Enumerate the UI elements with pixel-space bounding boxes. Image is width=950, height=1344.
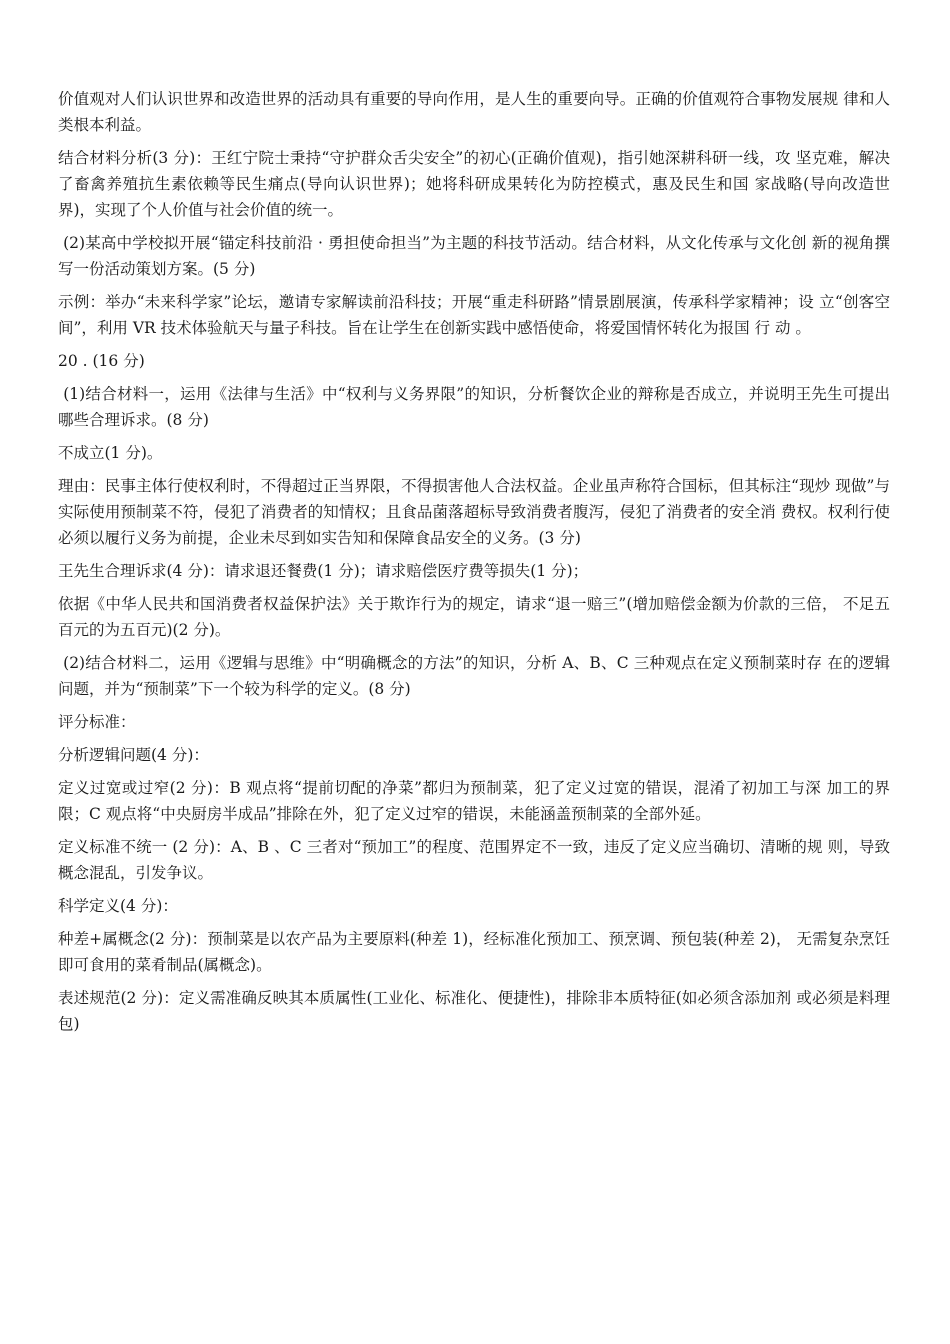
genus-differentia: 种差+属概念(2 分)：预制菜是以农产品为主要原料(种差 1)，经标准化预加工、预烹调、预包装(种差 2)， 无需复杂烹饪即可食用的菜肴制品(属概念)。	[58, 930, 890, 974]
answer-claims: 王先生合理诉求(4 分)：请求退还餐费(1 分)；请求赔偿医疗费等损失(1 分)；	[58, 562, 589, 580]
answer-example: 示例：举办“未来科学家”论坛，邀请专家解读前沿科技；开展“重走科研路”情景剧展演，传承科学家精神；设 立“创客空间”，利用 VR 技术体验航天与量子科技。旨在让学生在创新实践中感悟使命，将爱国情怀转化为报国 行 动 。	[58, 293, 890, 337]
definition-standard: 定义标准不统一 (2 分)：A、B 、C 三者对“预加工”的程度、范围界定不一致，违反了定义应当确切、清晰的规 则，导致概念混乱，引发争议。	[58, 838, 890, 882]
document-page	[58, 86, 890, 1044]
answer-not-valid: 不成立(1 分)。	[58, 444, 163, 462]
paragraph-value-intro: 价值观对人们认识世界和改造世界的活动具有重要的导向作用，是人生的重要向导。正确的价值观符合事物发展规 律和人类根本利益。	[58, 90, 890, 134]
question-19-2: (2)某高中学校拟开展“锚定科技前沿 · 勇担使命担当”为主题的科技节活动。结合材料，从文化传承与文化创 新的视角撰写一份活动策划方案。(5 分)	[58, 234, 890, 278]
scoring-criteria-label: 评分标准：	[58, 713, 136, 731]
logic-problem-heading: 分析逻辑问题(4 分)：	[58, 746, 209, 764]
definition-breadth: 定义过宽或过窄(2 分)：B 观点将“提前切配的净菜”都归为预制菜，犯了定义过宽的错误，混淆了初加工与深 加工的界限；C 观点将“中央厨房半成品”排除在外，犯了定义过窄的错误，未能涵盖预制菜的全部外延。	[58, 779, 890, 823]
answer-reason: 理由：民事主体行使权利时，不得超过正当界限，不得损害他人合法权益。企业虽声称符合国标，但其标注“现炒 现做”与实际使用预制菜不符，侵犯了消费者的知情权；且食品菌落超标导致消费者腹泻，侵犯了消费者的安全消 费权。权利行使必须以履行义务为前提，企业未尽到如实告知和保障食品安全的义务。(3 分)	[58, 477, 890, 547]
question-20-heading: 20 . (16 分)	[58, 352, 145, 370]
answer-legal-basis: 依据《中华人民共和国消费者权益保护法》关于欺诈行为的规定，请求“退一赔三”(增加赔偿金额为价款的三倍， 不足五百元的为五百元)(2 分)。	[58, 595, 890, 639]
expression-norm: 表述规范(2 分)：定义需准确反映其本质属性(工业化、标准化、便捷性)，排除非本质特征(如必须含添加剂 或必须是料理包)	[58, 989, 890, 1033]
paragraph-material-analysis: 结合材料分析(3 分)：王红宁院士秉持“守护群众舌尖安全”的初心(正确价值观)，指引她深耕科研一线，攻 坚克难，解决了畜禽养殖抗生素依赖等民生痛点(导向认识世界)；她将科研成果转化为防控模式，惠及民生和国 家战略(导向改造世界)，实现了个人价值与社会价值的统一。	[58, 149, 890, 219]
question-20-1: (1)结合材料一，运用《法律与生活》中“权利与义务界限”的知识，分析餐饮企业的辩称是否成立，并说明王先生可提出哪些合理诉求。(8 分)	[58, 385, 890, 429]
question-20-2: (2)结合材料二，运用《逻辑与思维》中“明确概念的方法”的知识，分析 A、B、C 三种观点在定义预制菜时存 在的逻辑问题，并为“预制菜”下一个较为科学的定义。(8 分)	[58, 654, 890, 698]
scientific-definition-heading: 科学定义(4 分)：	[58, 897, 178, 915]
